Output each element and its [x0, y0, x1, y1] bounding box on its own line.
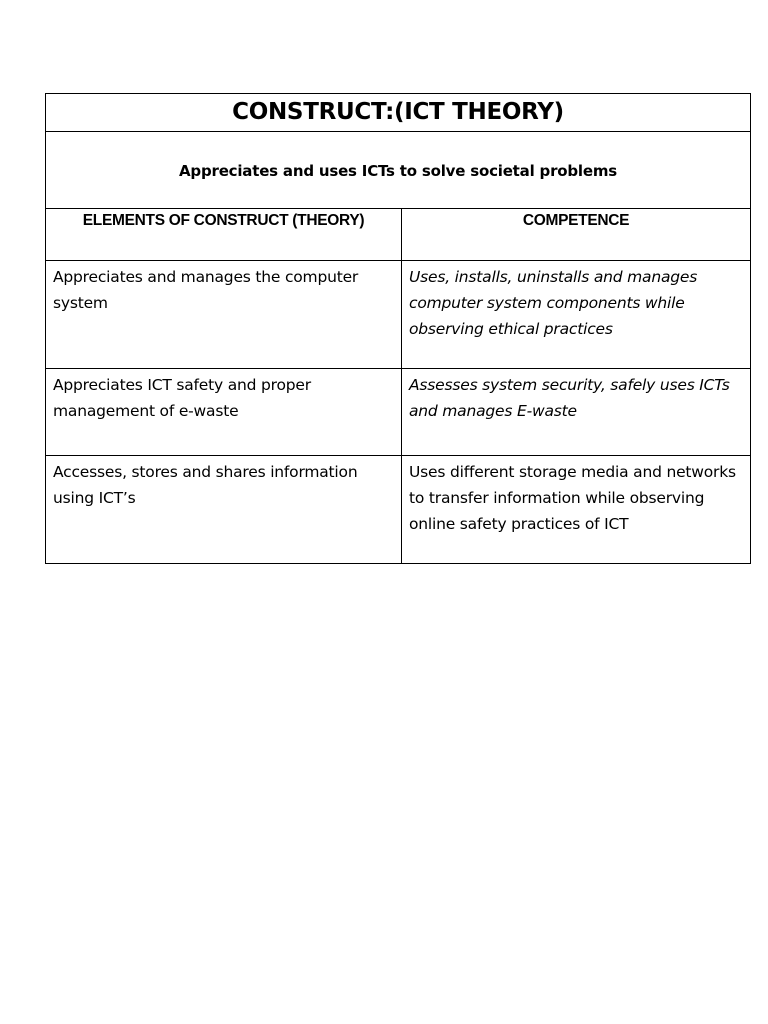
element-cell	[46, 456, 402, 564]
table-title: CONSTRUCT:(ICT THEORY)	[232, 99, 564, 125]
table-row	[46, 261, 751, 369]
title-row	[46, 94, 751, 132]
element-text: Accesses, stores and shares information using ICT’s	[53, 463, 358, 507]
competence-text: Uses different storage media and networks to transfer information while observing online safety practices of ICT	[409, 463, 736, 533]
construct-table	[45, 93, 751, 564]
element-cell	[46, 261, 402, 369]
column-header-competence: COMPETENCE	[522, 212, 630, 229]
title-cell	[46, 94, 751, 132]
competence-text: Assesses system security, safely uses ICTs and manages E-waste	[409, 376, 730, 420]
subtitle-cell	[46, 132, 751, 209]
competence-cell	[402, 369, 751, 456]
element-text: Appreciates ICT safety and proper management of e-waste	[53, 376, 311, 420]
element-cell	[46, 369, 402, 456]
header-cell-competence	[402, 209, 751, 261]
header-row	[46, 209, 751, 261]
header-cell-elements	[46, 209, 402, 261]
table-row	[46, 456, 751, 564]
competence-cell	[402, 261, 751, 369]
subtitle-row	[46, 132, 751, 209]
table-row	[46, 369, 751, 456]
table-subtitle: Appreciates and uses ICTs to solve societal problems	[179, 161, 617, 180]
competence-text: Uses, installs, uninstalls and manages computer system components while observing ethical practices	[409, 268, 698, 338]
competence-cell	[402, 456, 751, 564]
element-text: Appreciates and manages the computer system	[53, 268, 359, 312]
column-header-elements: ELEMENTS OF CONSTRUCT (THEORY)	[82, 212, 365, 229]
